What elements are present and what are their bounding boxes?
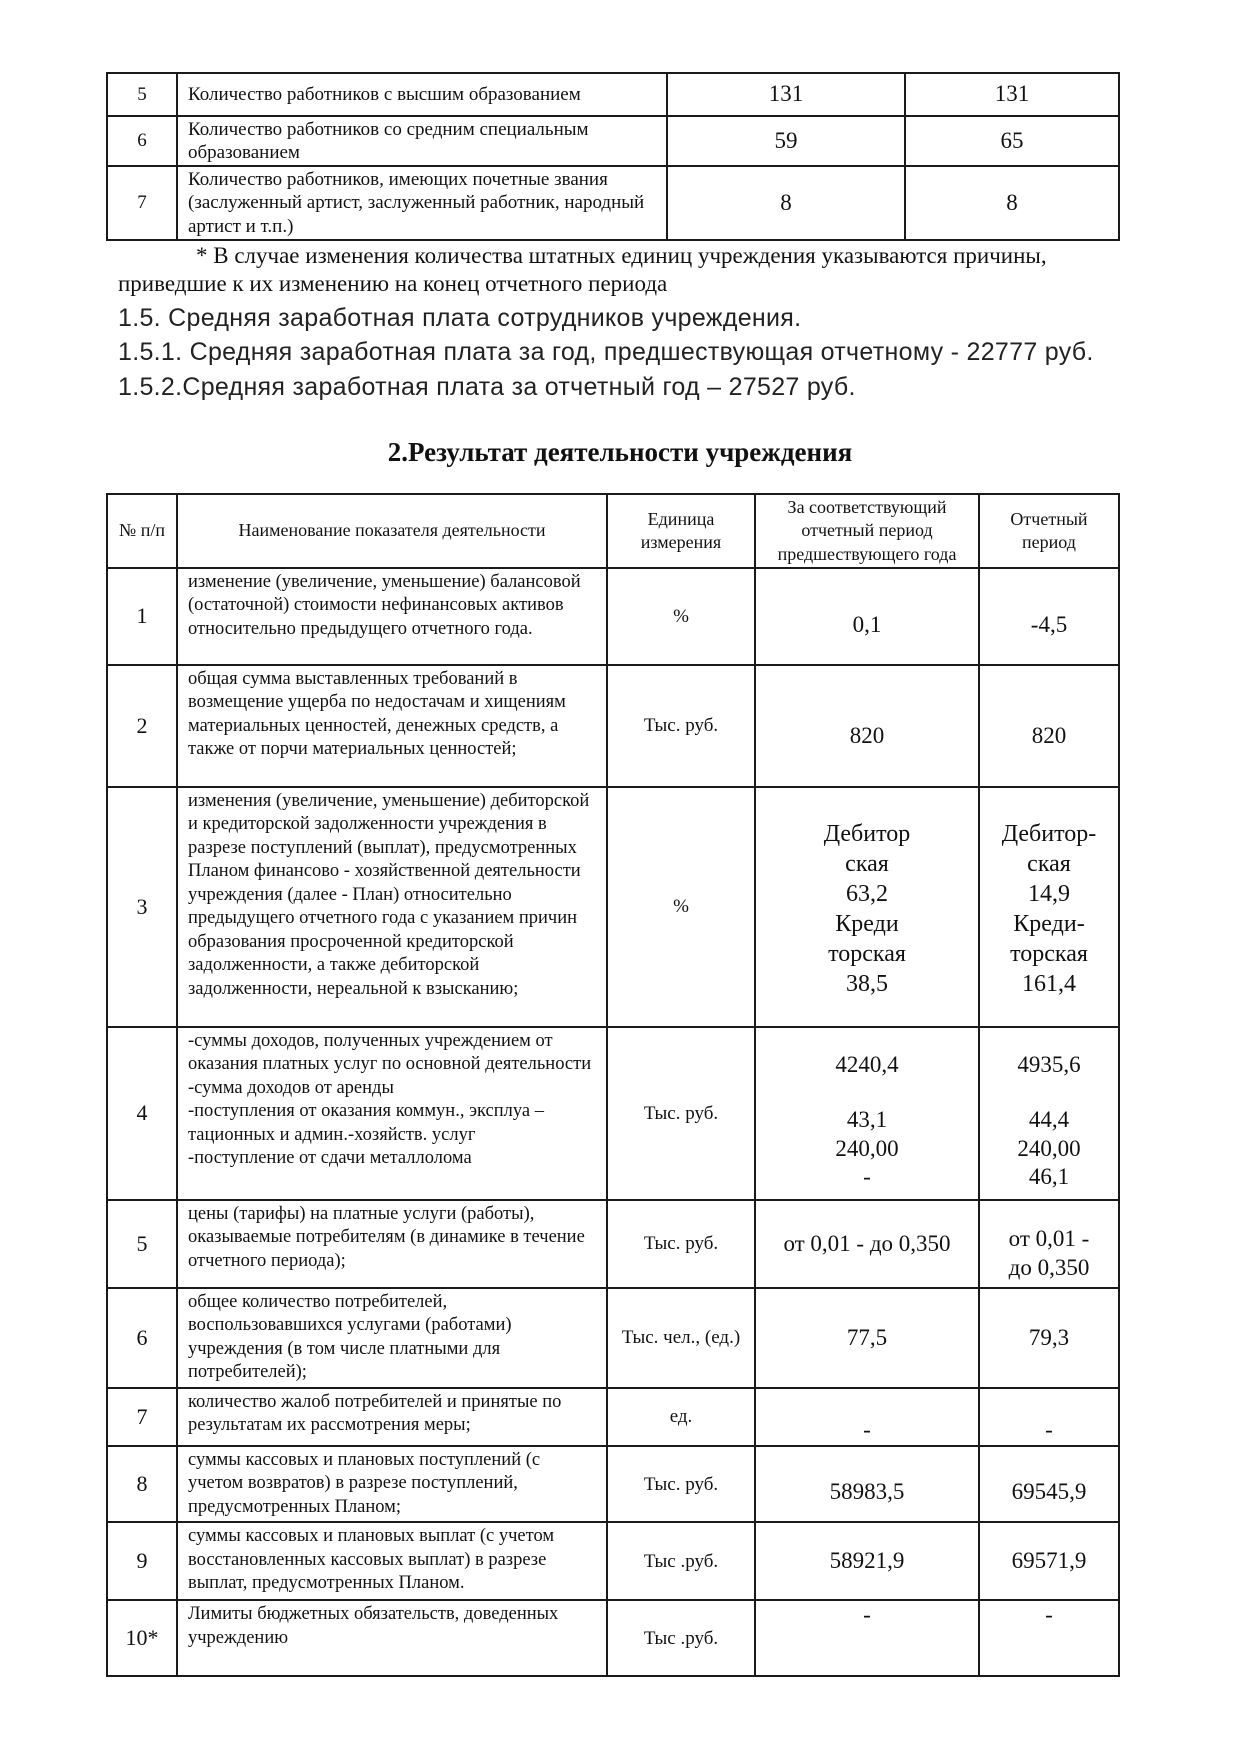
- table-row: [107, 1600, 1119, 1676]
- row-unit: Тыс. руб.: [607, 1027, 755, 1200]
- row-number: 7: [107, 1388, 177, 1446]
- curr-line: 46,1: [1028, 1164, 1070, 1190]
- header-unit: Единица измерения: [607, 494, 755, 568]
- staff-table: [106, 72, 1120, 241]
- curr-value: 79,3: [979, 1288, 1119, 1388]
- curr-line: [990, 1080, 1108, 1106]
- desc-line: -суммы доходов, полученных учреждением от оказания платных услуг по основной деятельности: [188, 1031, 592, 1075]
- row-unit: %: [607, 787, 755, 1027]
- prev-value: от 0,01 - до 0,350: [755, 1200, 979, 1288]
- prev-value: 820: [755, 665, 979, 787]
- row-number: 6: [107, 1288, 177, 1388]
- prev-value: [755, 787, 979, 1027]
- curr-line: торская: [1010, 941, 1088, 967]
- curr-value: [979, 1027, 1119, 1200]
- table-row: [107, 73, 1119, 116]
- row-unit: Тыс. руб.: [607, 1200, 755, 1288]
- desc-line: -поступления от оказания коммун., эксплуа – тационных и админ.-хозяйств. услуг: [188, 1101, 544, 1145]
- prev-value: -: [755, 1388, 979, 1446]
- prev-value: 0,1: [755, 568, 979, 665]
- header-row: [107, 494, 1119, 568]
- curr-value: 69545,9: [979, 1446, 1119, 1522]
- curr-line: 14,9: [1028, 881, 1070, 907]
- curr-line: Дебитор-: [1001, 821, 1097, 847]
- row-unit: Тыс .руб.: [607, 1522, 755, 1600]
- desc-line: -сумма доходов от аренды: [188, 1077, 394, 1098]
- prev-value: 131: [667, 73, 905, 116]
- row-unit: Тыс. руб.: [607, 665, 755, 787]
- row-description: общее количество потребителей, воспользовавшихся услугами (работами) учреждения (в том числе платными для потребителей);: [177, 1288, 607, 1388]
- row-description: общая сумма выставленных требований в возмещение ущерба по недостачам и хищениям материальных ценностей, денежных средств, а также от порчи материальных ценностей;: [177, 665, 607, 787]
- row-number: 8: [107, 1446, 177, 1522]
- row-description: изменение (увеличение, уменьшение) балансовой (остаточной) стоимости нефинансовых активов относительно предыдущего отчетного года.: [177, 568, 607, 665]
- table-row: [107, 1027, 1119, 1200]
- row-unit: ед.: [607, 1388, 755, 1446]
- footnote-line-1: * В случае изменения количества штатных единиц учреждения указываются причины,: [196, 243, 1047, 268]
- table-row: [107, 1522, 1119, 1600]
- paragraph-1-5-1: 1.5.1. Средняя заработная плата за год, предшествующая отчетному - 22777 руб.: [118, 338, 1094, 366]
- paragraph-1-5-2: 1.5.2.Средняя заработная плата за отчетный год – 27527 руб.: [118, 373, 856, 401]
- table-row: [107, 1446, 1119, 1522]
- prev-line: 43,1: [846, 1106, 888, 1132]
- header-name: Наименование показателя деятельности: [177, 494, 607, 568]
- curr-value: [979, 1200, 1119, 1288]
- prev-value: 58983,5: [755, 1446, 979, 1522]
- prev-line: ская: [845, 851, 889, 877]
- row-name: Количество работников с высшим образованием: [177, 73, 667, 116]
- curr-value: 65: [905, 116, 1119, 166]
- prev-line: [766, 1080, 968, 1106]
- curr-value: -: [979, 1388, 1119, 1446]
- table-row: [107, 1288, 1119, 1388]
- row-description: суммы кассовых и плановых выплат (с учетом восстановленных кассовых выплат) в разрезе выплат, предусмотренных Планом.: [177, 1522, 607, 1600]
- prev-line: 4240,4: [835, 1052, 899, 1077]
- curr-value: -: [979, 1600, 1119, 1676]
- section-title: 2.Результат деятельности учреждения: [387, 437, 853, 467]
- curr-line: 44,4: [1028, 1106, 1070, 1132]
- row-number: 4: [107, 1027, 177, 1200]
- paragraph-1-5: 1.5. Средняя заработная плата сотрудников учреждения.: [118, 304, 802, 332]
- curr-line: ская: [1027, 851, 1071, 877]
- prev-line: -: [863, 1164, 871, 1190]
- header-curr: Отчетный период: [979, 494, 1119, 568]
- results-table: [106, 493, 1120, 1677]
- row-description: суммы кассовых и плановых поступлений (с учетом возвратов) в разрезе поступлений, предусмотренных Планом;: [177, 1446, 607, 1522]
- row-description: [177, 1027, 607, 1200]
- prev-line: 240,00: [835, 1135, 899, 1161]
- curr-value: 131: [905, 73, 1119, 116]
- curr-line: 161,4: [1022, 971, 1076, 997]
- curr-value: 8: [905, 166, 1119, 240]
- curr-value: [979, 787, 1119, 1027]
- curr-line: от 0,01 -: [1008, 1226, 1090, 1252]
- header-num: № п/п: [107, 494, 177, 568]
- header-prev: За соответствующий отчетный период предшествующего года: [755, 494, 979, 568]
- curr-line: 4935,6: [1017, 1052, 1081, 1077]
- row-name: Количество работников со средним специальным образованием: [177, 116, 667, 166]
- table-row: [107, 665, 1119, 787]
- prev-value: 58921,9: [755, 1522, 979, 1600]
- table-row: [107, 166, 1119, 240]
- curr-value: -4,5: [979, 568, 1119, 665]
- prev-value: 77,5: [755, 1288, 979, 1388]
- prev-value: -: [755, 1600, 979, 1676]
- row-number: 3: [107, 787, 177, 1027]
- row-unit: Тыс. чел., (ед.): [607, 1288, 755, 1388]
- curr-value: 69571,9: [979, 1522, 1119, 1600]
- row-unit: Тыс .руб.: [607, 1600, 755, 1676]
- row-number: 5: [107, 73, 177, 116]
- curr-line: 240,00: [1017, 1135, 1081, 1161]
- row-description: цены (тарифы) на платные услуги (работы), оказываемые потребителям (в динамике в течение отчетного периода);: [177, 1200, 607, 1288]
- row-description: изменения (увеличение, уменьшение) дебиторской и кредиторской задолженности учреждения в разрезе поступлений (выплат), предусмотренных Планом финансово - хозяйственной деятельности учреждения (далее - План) относительно предыдущего отчетного года с указанием причин образования просроченной кредиторской задолженности, а также дебиторской задолженности, нереальной к взысканию;: [177, 787, 607, 1027]
- row-description: количество жалоб потребителей и принятые по результатам их рассмотрения меры;: [177, 1388, 607, 1446]
- prev-line: 38,5: [846, 971, 888, 997]
- table-row: [107, 568, 1119, 665]
- prev-value: [755, 1027, 979, 1200]
- row-number: 1: [107, 568, 177, 665]
- prev-line: Креди: [835, 911, 899, 937]
- curr-line: до 0,350: [1008, 1255, 1090, 1280]
- footnote-line-2: приведшие к их изменению на конец отчетного периода: [118, 270, 668, 296]
- row-number: 2: [107, 665, 177, 787]
- table-row: [107, 787, 1119, 1027]
- row-number: 10*: [107, 1600, 177, 1676]
- row-number: 7: [107, 166, 177, 240]
- row-description: Лимиты бюджетных обязательств, доведенных учреждению: [177, 1600, 607, 1676]
- prev-line: 63,2: [846, 881, 888, 907]
- prev-value: 59: [667, 116, 905, 166]
- table-row: [107, 116, 1119, 166]
- prev-line: Дебитор: [823, 821, 911, 847]
- desc-line: -поступление от сдачи металлолома: [188, 1148, 472, 1169]
- table-row: [107, 1388, 1119, 1446]
- footnote: [118, 242, 1138, 297]
- row-unit: %: [607, 568, 755, 665]
- row-unit: Тыс. руб.: [607, 1446, 755, 1522]
- curr-line: Креди-: [1013, 911, 1085, 937]
- prev-value: 8: [667, 166, 905, 240]
- row-number: 5: [107, 1200, 177, 1288]
- prev-line: торская: [828, 941, 906, 967]
- row-number: 6: [107, 116, 177, 166]
- table-row: [107, 1200, 1119, 1288]
- curr-value: 820: [979, 665, 1119, 787]
- row-number: 9: [107, 1522, 177, 1600]
- row-name: Количество работников, имеющих почетные звания (заслуженный артист, заслуженный работник, народный артист и т.п.): [177, 166, 667, 240]
